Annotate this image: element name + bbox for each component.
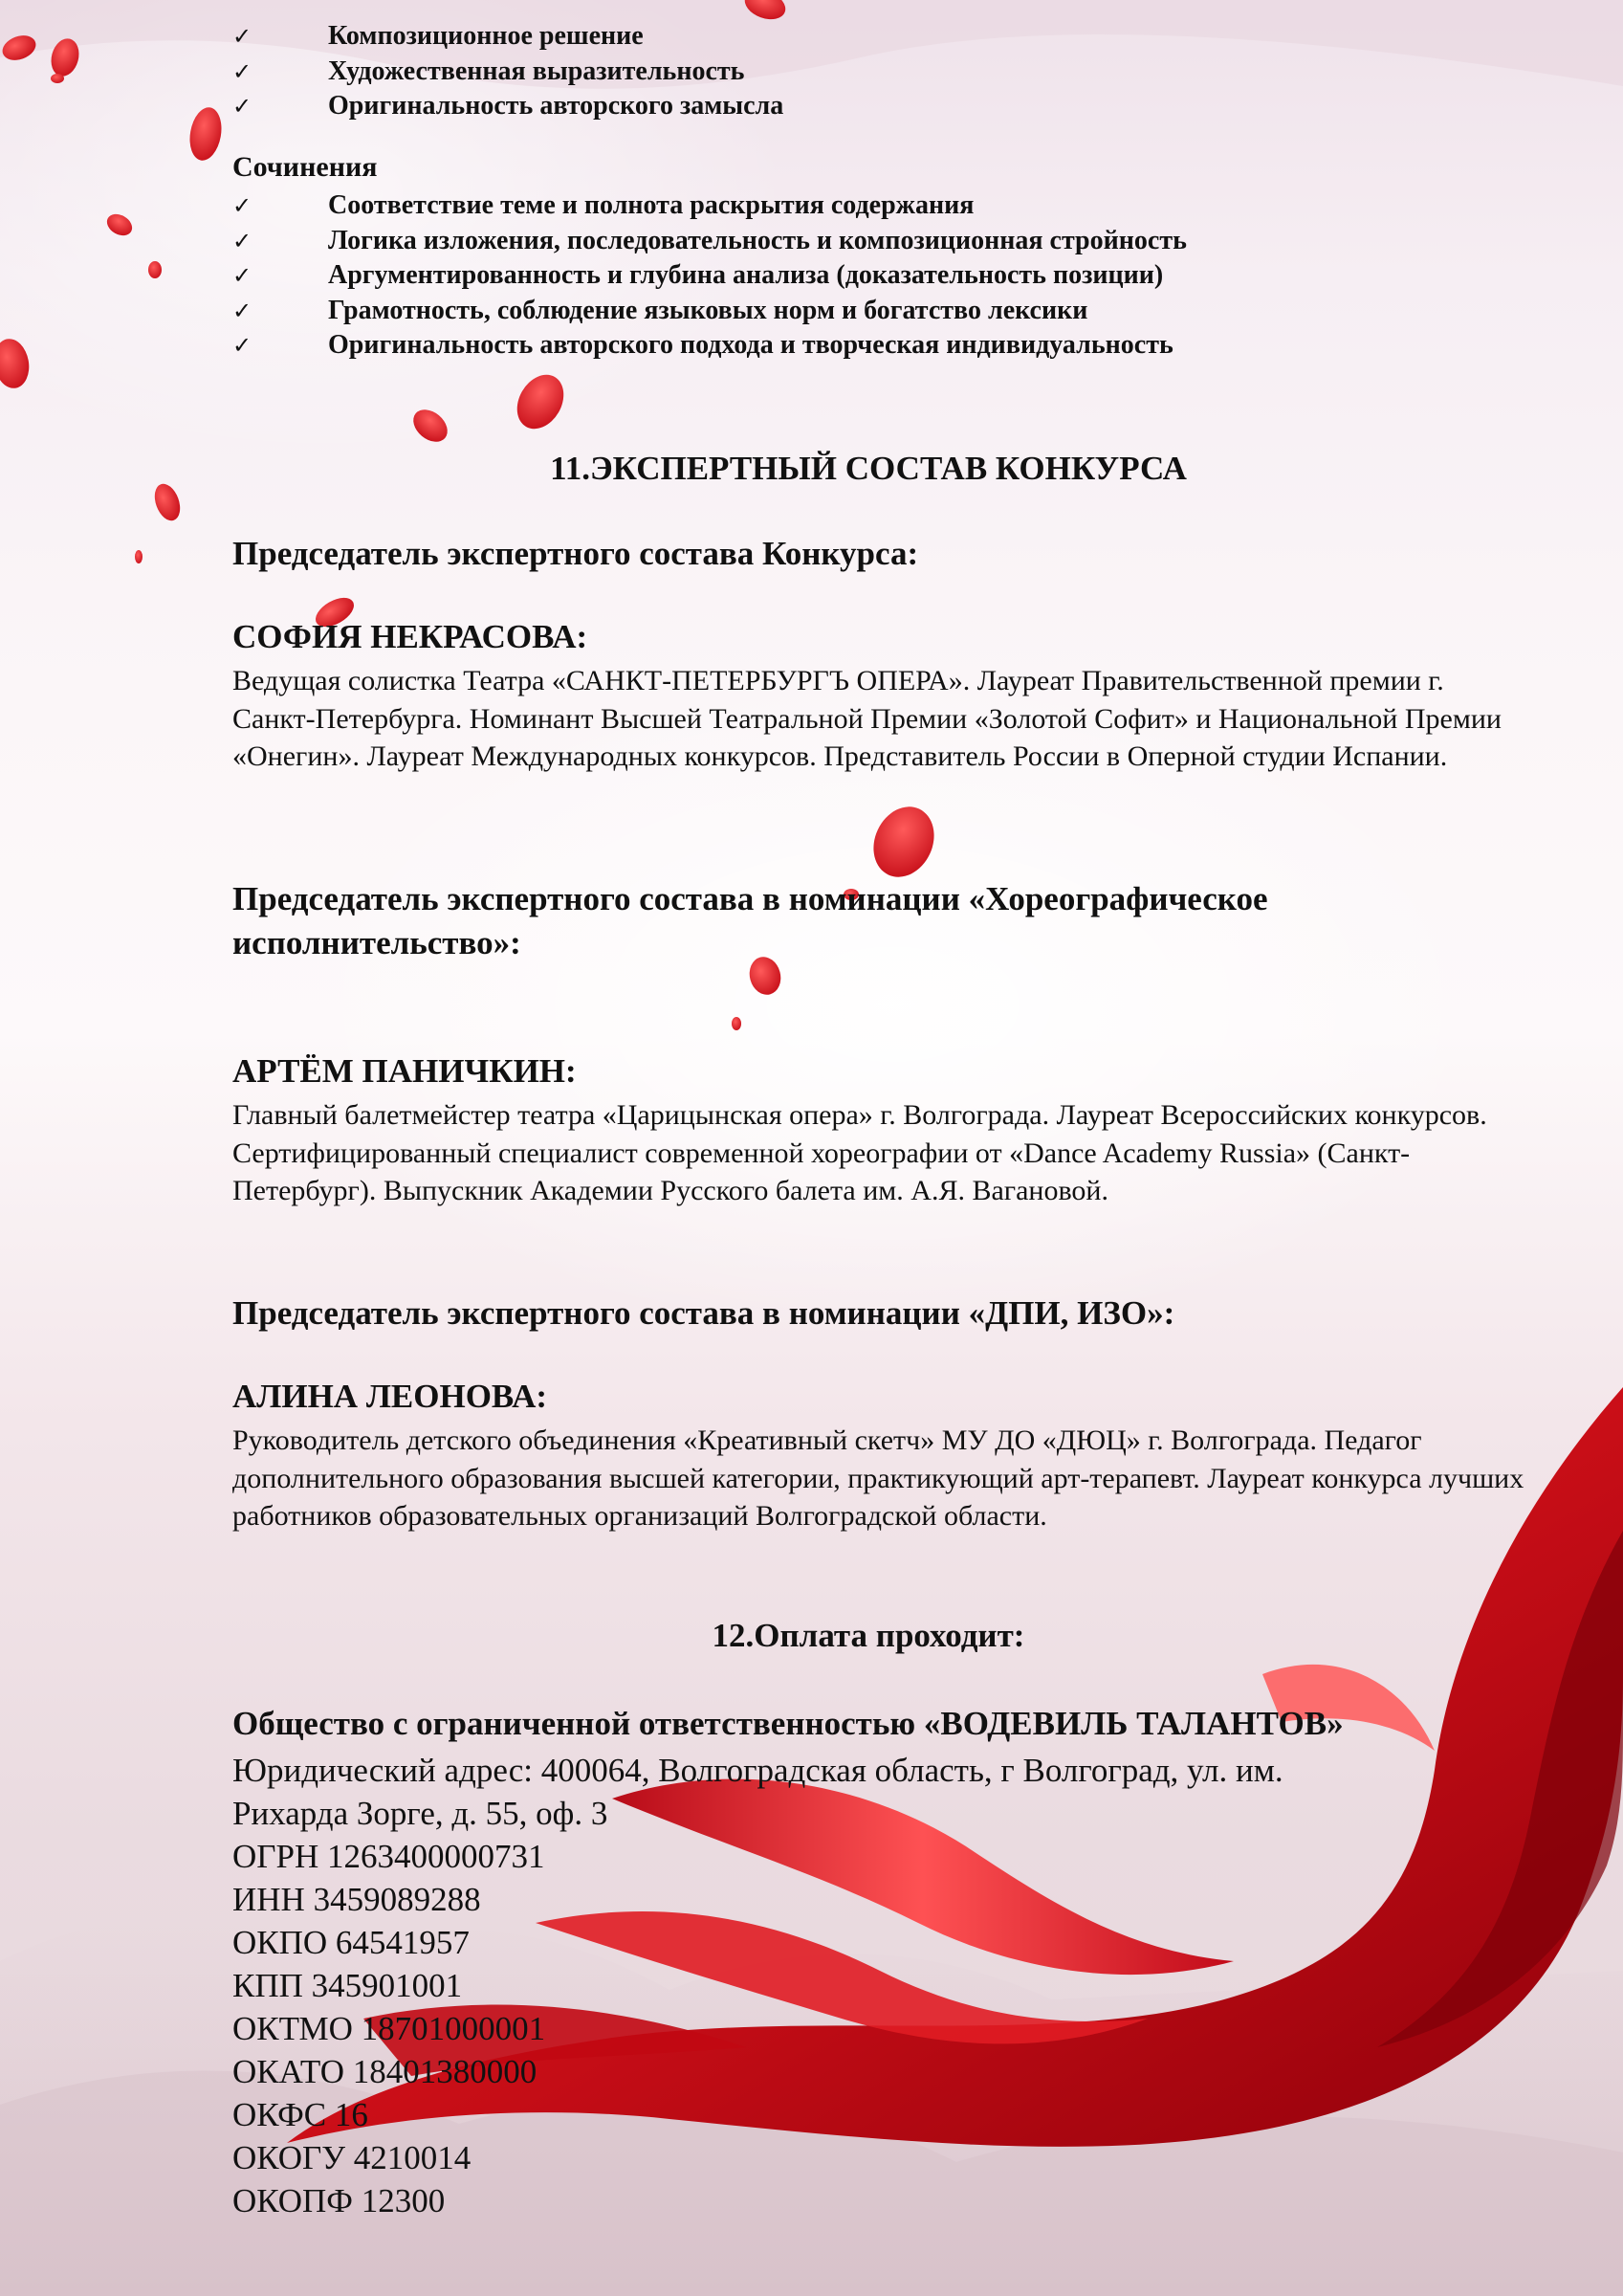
check-icon: ✓ <box>232 262 252 289</box>
check-icon: ✓ <box>232 192 252 219</box>
requisite-okopf: ОКОПФ 12300 <box>232 2182 446 2219</box>
company-name: Общество с ограниченной ответственностью «ВОДЕВИЛЬ ТАЛАНТОВ» <box>232 1705 1344 1742</box>
address-line: Юридический адрес: 400064, Волгоградская область, г Волгоград, ул. им. <box>232 1752 1283 1789</box>
requisite-kpp: КПП 345901001 <box>232 1967 463 2004</box>
art-bio: Руководитель детского объединения «Креативный скетч» МУ ДО «ДЮЦ» г. Волгограда. Педагог дополнительного образования высшей категории, практикующий арт-терапевт. Лауреат конкурса лучших работников образовательных организаций Волгоградской области. <box>232 1424 1524 1532</box>
chair-heading: Председатель экспертного состава Конкурса: <box>232 535 919 572</box>
check-icon: ✓ <box>232 332 252 359</box>
requisite-inn: ИНН 3459089288 <box>232 1881 481 1918</box>
requisite-oktmo: ОКТМО 18701000001 <box>232 2010 546 2047</box>
check-icon: ✓ <box>232 93 252 120</box>
requisite-ogrn: ОГРН 1263400000731 <box>232 1838 545 1875</box>
choreo-bio: Главный балетмейстер театра «Царицынская опера» г. Волгограда. Лауреат Всероссийских конкурсов. Сертифицированный специалист современной хореографии от «Dance Academy Russia» (Санкт-Петербург). Выпускник Академии Русского балета им. А.Я. Вагановой. <box>232 1099 1487 1206</box>
chair-name: СОФИЯ НЕКРАСОВА: <box>232 618 588 655</box>
address-line: Рихарда Зорге, д. 55, оф. 3 <box>232 1795 608 1832</box>
requisite-okpo: ОКПО 64541957 <box>232 1924 470 1961</box>
choreo-name: АРТЁМ ПАНИЧКИН: <box>232 1052 577 1090</box>
section-12-title: 12.Оплата проходит: <box>712 1617 1025 1654</box>
art-name: АЛИНА ЛЕОНОВА: <box>232 1378 547 1415</box>
section-11-title: 11.ЭКСПЕРТНЫЙ СОСТАВ КОНКУРСА <box>550 450 1187 487</box>
check-icon: ✓ <box>232 297 252 324</box>
check-icon: ✓ <box>232 227 252 254</box>
chair-bio: Ведущая солистка Театра «САНКТ-ПЕТЕРБУРГЪ ОПЕРА». Лауреат Правительственной премии г. Санкт-Петербурга. Номинант Высшей Театральной Премии «Золотой Софит» и Национальной Премии «Онегин». Лауреат Международных конкурсов. Представитель России в Оперной студии Испании. <box>232 665 1502 772</box>
document-page: ✓ Композиционное решение ✓ Художественная выразительность ✓ Оригинальность авторского замысла Сочинения ✓ Соответствие теме и полнота раскрытия содержания ✓ Логика изложения, последовательность и композиционная стройность ✓ Аргументированность и глубина анализа (доказательность позиции) ✓ Грамотность, соблюдение языковых норм и богатство лексики ✓ Оригинальность авторского подхода и творческая индивидуальность 11.ЭКСПЕРТНЫЙ СОСТАВ КОНКУРСА Председатель экспертного состава Конкурса: СОФИЯ НЕКРАСОВА: Ведущая солистка Театра «САНКТ-ПЕТЕРБУРГЪ ОПЕРА». Лауреат Правительственной премии г. Санкт-Петербурга. Номинант Высшей Театральной Премии «Золотой Софит» и Национальной Премии «Онегин». Лауреат Международных конкурсов. Представитель России в Оперной студии Испании. Председатель экспертного состава в номинации «Хореографическое исполнительство»: АРТЁМ ПАНИЧКИН: Главный балетмейстер театра «Царицынская опера» г. Волгограда. Лауреат Всероссийских конкурсов. Сертифицированный специалист современной хореографии от «Dance Academy Russia» (Санкт-Петербург). Выпускник Академии Русского балета им. А.Я. Вагановой. Председатель экспертного состава в номинации «ДПИ, ИЗО»: АЛИНА ЛЕОНОВА: Руководитель детского объединения «Креативный скетч» МУ ДО «ДЮЦ» г. Волгограда. Педагог дополнительного образования высшей категории, практикующий арт-терапевт. Лауреат конкурса лучших работников образовательных организаций Волгоградской области. 12.Оплата проходит: Общество с ограниченной ответственностью «ВОДЕВИЛЬ ТАЛАНТОВ» Юридический адрес: 400064, Волгоградская область, г Волгоград, ул. им. Рихарда Зорге, д. 55, оф. 3 ОГРН 1263400000731 ИНН 3459089288 ОКПО 64541957 КПП 345901001 ОКТМО 18701000001 ОКАТО 18401380000 ОКФС 16 ОКОГУ 4210014 ОКОПФ 12300 <box>0 0 1623 2296</box>
check-icon: ✓ <box>232 57 252 85</box>
check-icon: ✓ <box>232 23 252 50</box>
requisite-okfs: ОКФС 16 <box>232 2096 368 2133</box>
art-heading: Председатель экспертного состава в номинации «ДПИ, ИЗО»: <box>232 1294 1175 1332</box>
requisite-okato: ОКАТО 18401380000 <box>232 2053 537 2090</box>
essays-title: Сочинения <box>232 151 378 183</box>
requisite-okogu: ОКОГУ 4210014 <box>232 2139 472 2176</box>
choreo-heading: Председатель экспертного состава в номинации «Хореографическое исполнительство»: <box>232 880 1268 961</box>
